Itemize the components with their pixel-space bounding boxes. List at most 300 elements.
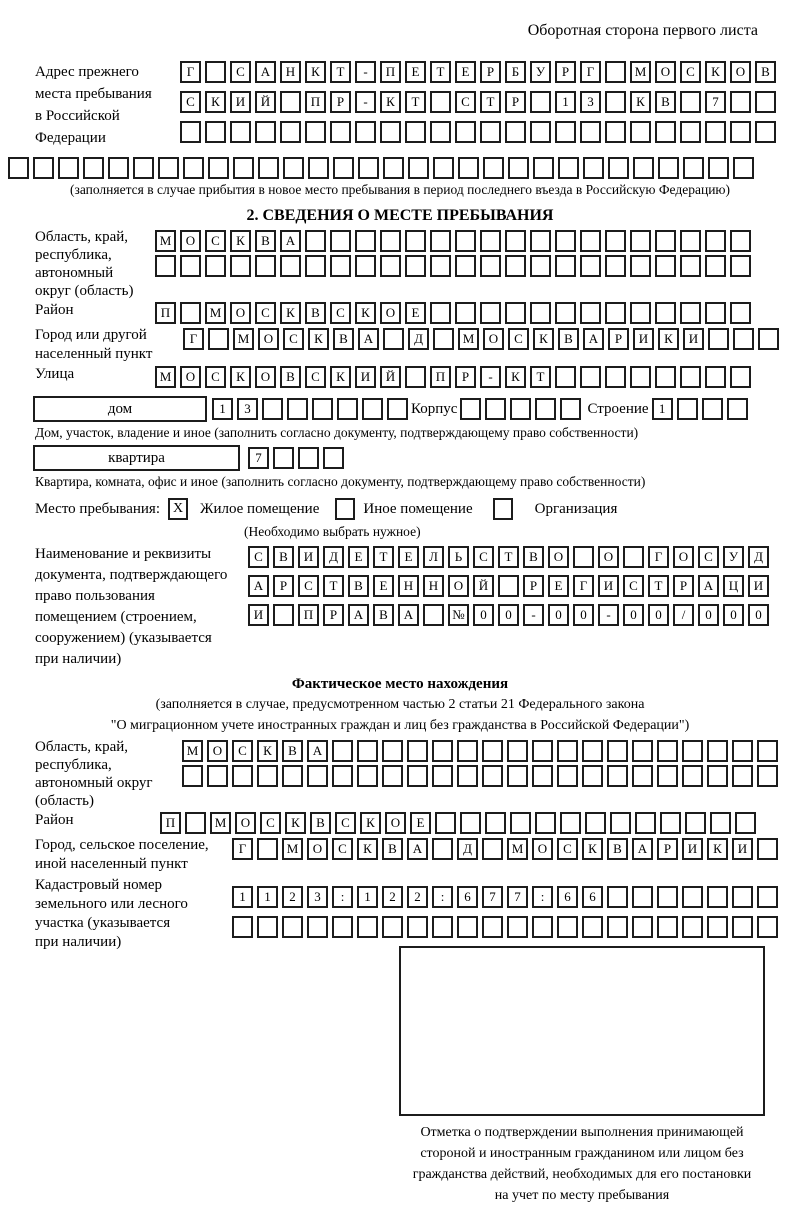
char-cell[interactable]	[230, 121, 251, 143]
char-cell[interactable]	[423, 604, 444, 626]
char-cell[interactable]: Р	[523, 575, 544, 597]
char-cell[interactable]	[530, 121, 551, 143]
char-cell[interactable]	[405, 255, 426, 277]
char-cell[interactable]	[608, 157, 629, 179]
char-cell[interactable]: В	[310, 812, 331, 834]
char-cell[interactable]	[430, 91, 451, 113]
char-cell[interactable]: А	[248, 575, 269, 597]
char-cell[interactable]: М	[182, 740, 203, 762]
char-cell[interactable]: 0	[698, 604, 719, 626]
char-cell[interactable]	[355, 230, 376, 252]
char-cell[interactable]: В	[305, 302, 326, 324]
char-cell[interactable]: И	[598, 575, 619, 597]
char-cell[interactable]: В	[655, 91, 676, 113]
char-cell[interactable]: В	[755, 61, 776, 83]
char-cell[interactable]	[555, 302, 576, 324]
char-cell[interactable]: П	[305, 91, 326, 113]
dom-cells[interactable]	[212, 398, 408, 420]
char-cell[interactable]: С	[508, 328, 529, 350]
char-cell[interactable]: 6	[582, 886, 603, 908]
char-cell[interactable]: И	[355, 366, 376, 388]
char-cell[interactable]: Е	[410, 812, 431, 834]
char-cell[interactable]	[607, 916, 628, 938]
char-cell[interactable]: В	[333, 328, 354, 350]
char-cell[interactable]: А	[255, 61, 276, 83]
char-cell[interactable]: 0	[548, 604, 569, 626]
char-cell[interactable]: М	[458, 328, 479, 350]
char-cell[interactable]: Т	[530, 366, 551, 388]
char-cell[interactable]	[582, 740, 603, 762]
char-cell[interactable]	[482, 765, 503, 787]
char-cell[interactable]	[680, 255, 701, 277]
char-cell[interactable]: А	[407, 838, 428, 860]
char-cell[interactable]: К	[582, 838, 603, 860]
char-cell[interactable]	[605, 91, 626, 113]
ulitsa-row[interactable]	[155, 366, 751, 388]
char-cell[interactable]: Б	[505, 61, 526, 83]
char-cell[interactable]	[383, 157, 404, 179]
char-cell[interactable]	[707, 886, 728, 908]
char-cell[interactable]: Й	[255, 91, 276, 113]
char-cell[interactable]: М	[155, 230, 176, 252]
char-cell[interactable]: 0	[623, 604, 644, 626]
char-cell[interactable]	[485, 398, 506, 420]
char-cell[interactable]: О	[730, 61, 751, 83]
char-cell[interactable]: Г	[183, 328, 204, 350]
char-cell[interactable]: Р	[323, 604, 344, 626]
char-cell[interactable]	[457, 765, 478, 787]
prev-address-row-2[interactable]	[180, 91, 776, 113]
char-cell[interactable]: Й	[473, 575, 494, 597]
char-cell[interactable]	[732, 765, 753, 787]
char-cell[interactable]	[730, 230, 751, 252]
char-cell[interactable]: Р	[608, 328, 629, 350]
char-cell[interactable]	[535, 812, 556, 834]
char-cell[interactable]	[380, 230, 401, 252]
char-cell[interactable]: 1	[232, 886, 253, 908]
char-cell[interactable]	[757, 916, 778, 938]
char-cell[interactable]: Е	[373, 575, 394, 597]
char-cell[interactable]	[230, 255, 251, 277]
char-cell[interactable]	[312, 398, 333, 420]
char-cell[interactable]	[332, 916, 353, 938]
char-cell[interactable]	[382, 916, 403, 938]
char-cell[interactable]: Р	[657, 838, 678, 860]
char-cell[interactable]	[455, 302, 476, 324]
char-cell[interactable]	[682, 886, 703, 908]
char-cell[interactable]	[432, 916, 453, 938]
char-cell[interactable]	[755, 91, 776, 113]
char-cell[interactable]: Е	[348, 546, 369, 568]
char-cell[interactable]: С	[698, 546, 719, 568]
char-cell[interactable]	[380, 121, 401, 143]
char-cell[interactable]: В	[558, 328, 579, 350]
char-cell[interactable]: С	[455, 91, 476, 113]
char-cell[interactable]	[757, 886, 778, 908]
char-cell[interactable]: 1	[357, 886, 378, 908]
char-cell[interactable]: М	[155, 366, 176, 388]
char-cell[interactable]: К	[285, 812, 306, 834]
char-cell[interactable]	[382, 740, 403, 762]
char-cell[interactable]	[458, 157, 479, 179]
char-cell[interactable]: К	[257, 740, 278, 762]
char-cell[interactable]	[505, 230, 526, 252]
char-cell[interactable]: Г	[232, 838, 253, 860]
gorod-row[interactable]	[183, 328, 779, 364]
char-cell[interactable]: В	[382, 838, 403, 860]
char-cell[interactable]	[273, 447, 294, 469]
char-cell[interactable]	[455, 255, 476, 277]
char-cell[interactable]: 1	[257, 886, 278, 908]
char-cell[interactable]	[732, 916, 753, 938]
char-cell[interactable]	[705, 230, 726, 252]
char-cell[interactable]	[510, 398, 531, 420]
char-cell[interactable]	[457, 916, 478, 938]
char-cell[interactable]: И	[248, 604, 269, 626]
gorod-factual-row[interactable]	[232, 838, 778, 874]
char-cell[interactable]	[455, 121, 476, 143]
kvartira-box[interactable]: квартира	[33, 445, 240, 471]
char-cell[interactable]	[677, 398, 698, 420]
char-cell[interactable]	[482, 740, 503, 762]
char-cell[interactable]: -	[480, 366, 501, 388]
char-cell[interactable]: Г	[180, 61, 201, 83]
char-cell[interactable]	[630, 121, 651, 143]
char-cell[interactable]: 0	[473, 604, 494, 626]
char-cell[interactable]	[732, 740, 753, 762]
char-cell[interactable]: 6	[457, 886, 478, 908]
kvartira-cells[interactable]	[248, 447, 344, 469]
char-cell[interactable]	[607, 886, 628, 908]
char-cell[interactable]	[305, 230, 326, 252]
char-cell[interactable]	[632, 916, 653, 938]
char-cell[interactable]: С	[332, 838, 353, 860]
char-cell[interactable]: С	[260, 812, 281, 834]
char-cell[interactable]	[332, 740, 353, 762]
char-cell[interactable]: К	[305, 61, 326, 83]
char-cell[interactable]: О	[180, 230, 201, 252]
char-cell[interactable]: С	[255, 302, 276, 324]
char-cell[interactable]	[758, 328, 779, 350]
oblast-row-1[interactable]	[155, 230, 751, 252]
char-cell[interactable]	[480, 302, 501, 324]
char-cell[interactable]	[685, 812, 706, 834]
char-cell[interactable]	[558, 157, 579, 179]
char-cell[interactable]	[605, 302, 626, 324]
char-cell[interactable]: О	[673, 546, 694, 568]
char-cell[interactable]: 2	[382, 886, 403, 908]
char-cell[interactable]	[657, 916, 678, 938]
char-cell[interactable]: У	[723, 546, 744, 568]
char-cell[interactable]: К	[230, 230, 251, 252]
char-cell[interactable]	[630, 302, 651, 324]
char-cell[interactable]	[732, 886, 753, 908]
char-cell[interactable]	[680, 366, 701, 388]
char-cell[interactable]	[257, 916, 278, 938]
char-cell[interactable]	[405, 121, 426, 143]
char-cell[interactable]: А	[632, 838, 653, 860]
char-cell[interactable]	[555, 366, 576, 388]
char-cell[interactable]	[482, 916, 503, 938]
char-cell[interactable]	[480, 255, 501, 277]
char-cell[interactable]: С	[232, 740, 253, 762]
char-cell[interactable]	[332, 765, 353, 787]
char-cell[interactable]: К	[533, 328, 554, 350]
char-cell[interactable]: А	[348, 604, 369, 626]
char-cell[interactable]	[533, 157, 554, 179]
char-cell[interactable]	[282, 916, 303, 938]
char-cell[interactable]	[485, 812, 506, 834]
prev-address-row-3[interactable]	[180, 121, 776, 143]
char-cell[interactable]: У	[530, 61, 551, 83]
char-cell[interactable]: Н	[398, 575, 419, 597]
char-cell[interactable]: М	[507, 838, 528, 860]
char-cell[interactable]	[455, 230, 476, 252]
char-cell[interactable]	[233, 157, 254, 179]
char-cell[interactable]	[330, 121, 351, 143]
char-cell[interactable]	[635, 812, 656, 834]
char-cell[interactable]	[530, 230, 551, 252]
char-cell[interactable]	[530, 255, 551, 277]
char-cell[interactable]: Т	[373, 546, 394, 568]
char-cell[interactable]	[657, 740, 678, 762]
char-cell[interactable]	[258, 157, 279, 179]
char-cell[interactable]: :	[332, 886, 353, 908]
char-cell[interactable]	[430, 121, 451, 143]
char-cell[interactable]: Е	[398, 546, 419, 568]
char-cell[interactable]	[330, 230, 351, 252]
char-cell[interactable]	[508, 157, 529, 179]
char-cell[interactable]: А	[307, 740, 328, 762]
char-cell[interactable]: И	[732, 838, 753, 860]
oblast-factual-row-2[interactable]	[182, 765, 778, 787]
char-cell[interactable]: Р	[673, 575, 694, 597]
char-cell[interactable]	[682, 765, 703, 787]
char-cell[interactable]	[205, 255, 226, 277]
char-cell[interactable]	[305, 255, 326, 277]
char-cell[interactable]: В	[255, 230, 276, 252]
char-cell[interactable]	[757, 838, 778, 860]
char-cell[interactable]	[155, 255, 176, 277]
char-cell[interactable]: К	[658, 328, 679, 350]
char-cell[interactable]: К	[707, 838, 728, 860]
char-cell[interactable]: -	[523, 604, 544, 626]
char-cell[interactable]: М	[205, 302, 226, 324]
char-cell[interactable]	[205, 61, 226, 83]
char-cell[interactable]	[405, 230, 426, 252]
char-cell[interactable]	[133, 157, 154, 179]
char-cell[interactable]	[232, 765, 253, 787]
char-cell[interactable]	[483, 157, 504, 179]
char-cell[interactable]	[58, 157, 79, 179]
char-cell[interactable]: :	[532, 886, 553, 908]
char-cell[interactable]	[555, 230, 576, 252]
char-cell[interactable]	[583, 157, 604, 179]
char-cell[interactable]: -	[355, 61, 376, 83]
char-cell[interactable]	[655, 255, 676, 277]
char-cell[interactable]: С	[335, 812, 356, 834]
document-row-1[interactable]	[248, 546, 769, 568]
char-cell[interactable]	[680, 230, 701, 252]
char-cell[interactable]	[735, 812, 756, 834]
char-cell[interactable]: Т	[323, 575, 344, 597]
char-cell[interactable]	[632, 765, 653, 787]
char-cell[interactable]	[435, 812, 456, 834]
char-cell[interactable]: С	[557, 838, 578, 860]
char-cell[interactable]: К	[330, 366, 351, 388]
char-cell[interactable]: С	[298, 575, 319, 597]
prev-address-row-4[interactable]	[8, 157, 800, 179]
char-cell[interactable]: П	[380, 61, 401, 83]
char-cell[interactable]: О	[483, 328, 504, 350]
char-cell[interactable]: Г	[580, 61, 601, 83]
char-cell[interactable]: О	[307, 838, 328, 860]
char-cell[interactable]	[282, 765, 303, 787]
char-cell[interactable]: К	[360, 812, 381, 834]
char-cell[interactable]: В	[273, 546, 294, 568]
char-cell[interactable]	[380, 255, 401, 277]
char-cell[interactable]	[680, 121, 701, 143]
char-cell[interactable]	[358, 157, 379, 179]
char-cell[interactable]: К	[280, 302, 301, 324]
char-cell[interactable]: 7	[507, 886, 528, 908]
kadastr-row-2[interactable]	[232, 916, 778, 938]
char-cell[interactable]	[280, 255, 301, 277]
char-cell[interactable]	[557, 765, 578, 787]
oblast-row-2[interactable]	[155, 255, 751, 277]
char-cell[interactable]: Д	[748, 546, 769, 568]
char-cell[interactable]: П	[298, 604, 319, 626]
char-cell[interactable]	[407, 916, 428, 938]
char-cell[interactable]: К	[205, 91, 226, 113]
char-cell[interactable]	[298, 447, 319, 469]
char-cell[interactable]: 2	[407, 886, 428, 908]
raion-factual-row[interactable]	[160, 812, 756, 834]
char-cell[interactable]	[433, 157, 454, 179]
char-cell[interactable]	[432, 740, 453, 762]
char-cell[interactable]: И	[682, 838, 703, 860]
char-cell[interactable]: И	[298, 546, 319, 568]
char-cell[interactable]	[655, 121, 676, 143]
char-cell[interactable]: В	[523, 546, 544, 568]
char-cell[interactable]	[308, 157, 329, 179]
char-cell[interactable]	[757, 765, 778, 787]
char-cell[interactable]	[532, 740, 553, 762]
checkbox-organizatsiya[interactable]	[493, 498, 513, 520]
char-cell[interactable]: И	[633, 328, 654, 350]
char-cell[interactable]: 1	[555, 91, 576, 113]
char-cell[interactable]: /	[673, 604, 694, 626]
char-cell[interactable]	[727, 398, 748, 420]
char-cell[interactable]: П	[160, 812, 181, 834]
char-cell[interactable]: Р	[480, 61, 501, 83]
char-cell[interactable]: Т	[498, 546, 519, 568]
char-cell[interactable]: К	[308, 328, 329, 350]
char-cell[interactable]	[657, 765, 678, 787]
dom-box[interactable]: дом	[33, 396, 207, 422]
char-cell[interactable]: №	[448, 604, 469, 626]
char-cell[interactable]: Л	[423, 546, 444, 568]
char-cell[interactable]	[460, 398, 481, 420]
char-cell[interactable]: В	[282, 740, 303, 762]
char-cell[interactable]: О	[207, 740, 228, 762]
char-cell[interactable]	[607, 740, 628, 762]
char-cell[interactable]: Д	[323, 546, 344, 568]
char-cell[interactable]	[357, 916, 378, 938]
char-cell[interactable]	[480, 230, 501, 252]
char-cell[interactable]	[330, 255, 351, 277]
char-cell[interactable]	[83, 157, 104, 179]
char-cell[interactable]	[605, 230, 626, 252]
char-cell[interactable]	[632, 886, 653, 908]
char-cell[interactable]	[337, 398, 358, 420]
char-cell[interactable]: Т	[405, 91, 426, 113]
char-cell[interactable]	[507, 916, 528, 938]
char-cell[interactable]	[708, 157, 729, 179]
char-cell[interactable]	[555, 121, 576, 143]
char-cell[interactable]: С	[205, 366, 226, 388]
char-cell[interactable]	[283, 157, 304, 179]
char-cell[interactable]	[557, 916, 578, 938]
char-cell[interactable]: К	[380, 91, 401, 113]
char-cell[interactable]	[655, 302, 676, 324]
char-cell[interactable]	[505, 121, 526, 143]
oblast-factual-row-1[interactable]	[182, 740, 778, 762]
char-cell[interactable]: 0	[648, 604, 669, 626]
char-cell[interactable]	[432, 765, 453, 787]
char-cell[interactable]	[180, 302, 201, 324]
char-cell[interactable]	[507, 740, 528, 762]
char-cell[interactable]: А	[583, 328, 604, 350]
char-cell[interactable]	[280, 121, 301, 143]
char-cell[interactable]: 0	[573, 604, 594, 626]
char-cell[interactable]: А	[280, 230, 301, 252]
char-cell[interactable]	[532, 765, 553, 787]
char-cell[interactable]	[405, 366, 426, 388]
char-cell[interactable]	[430, 302, 451, 324]
char-cell[interactable]	[530, 302, 551, 324]
char-cell[interactable]: В	[607, 838, 628, 860]
document-row-3[interactable]	[248, 604, 769, 626]
char-cell[interactable]	[8, 157, 29, 179]
char-cell[interactable]: 7	[248, 447, 269, 469]
char-cell[interactable]: :	[432, 886, 453, 908]
char-cell[interactable]: 3	[307, 886, 328, 908]
char-cell[interactable]	[182, 765, 203, 787]
char-cell[interactable]: П	[155, 302, 176, 324]
stroenie-cells[interactable]	[652, 398, 748, 420]
char-cell[interactable]: 0	[748, 604, 769, 626]
kadastr-row-1[interactable]	[232, 886, 778, 908]
char-cell[interactable]	[757, 740, 778, 762]
char-cell[interactable]: А	[698, 575, 719, 597]
char-cell[interactable]	[33, 157, 54, 179]
char-cell[interactable]	[580, 121, 601, 143]
char-cell[interactable]	[205, 121, 226, 143]
char-cell[interactable]	[532, 916, 553, 938]
char-cell[interactable]: О	[380, 302, 401, 324]
char-cell[interactable]	[433, 328, 454, 350]
char-cell[interactable]	[707, 765, 728, 787]
char-cell[interactable]	[657, 886, 678, 908]
char-cell[interactable]	[630, 255, 651, 277]
char-cell[interactable]: Ц	[723, 575, 744, 597]
char-cell[interactable]	[505, 302, 526, 324]
char-cell[interactable]	[362, 398, 383, 420]
char-cell[interactable]	[180, 121, 201, 143]
char-cell[interactable]: С	[230, 61, 251, 83]
document-row-2[interactable]	[248, 575, 769, 597]
